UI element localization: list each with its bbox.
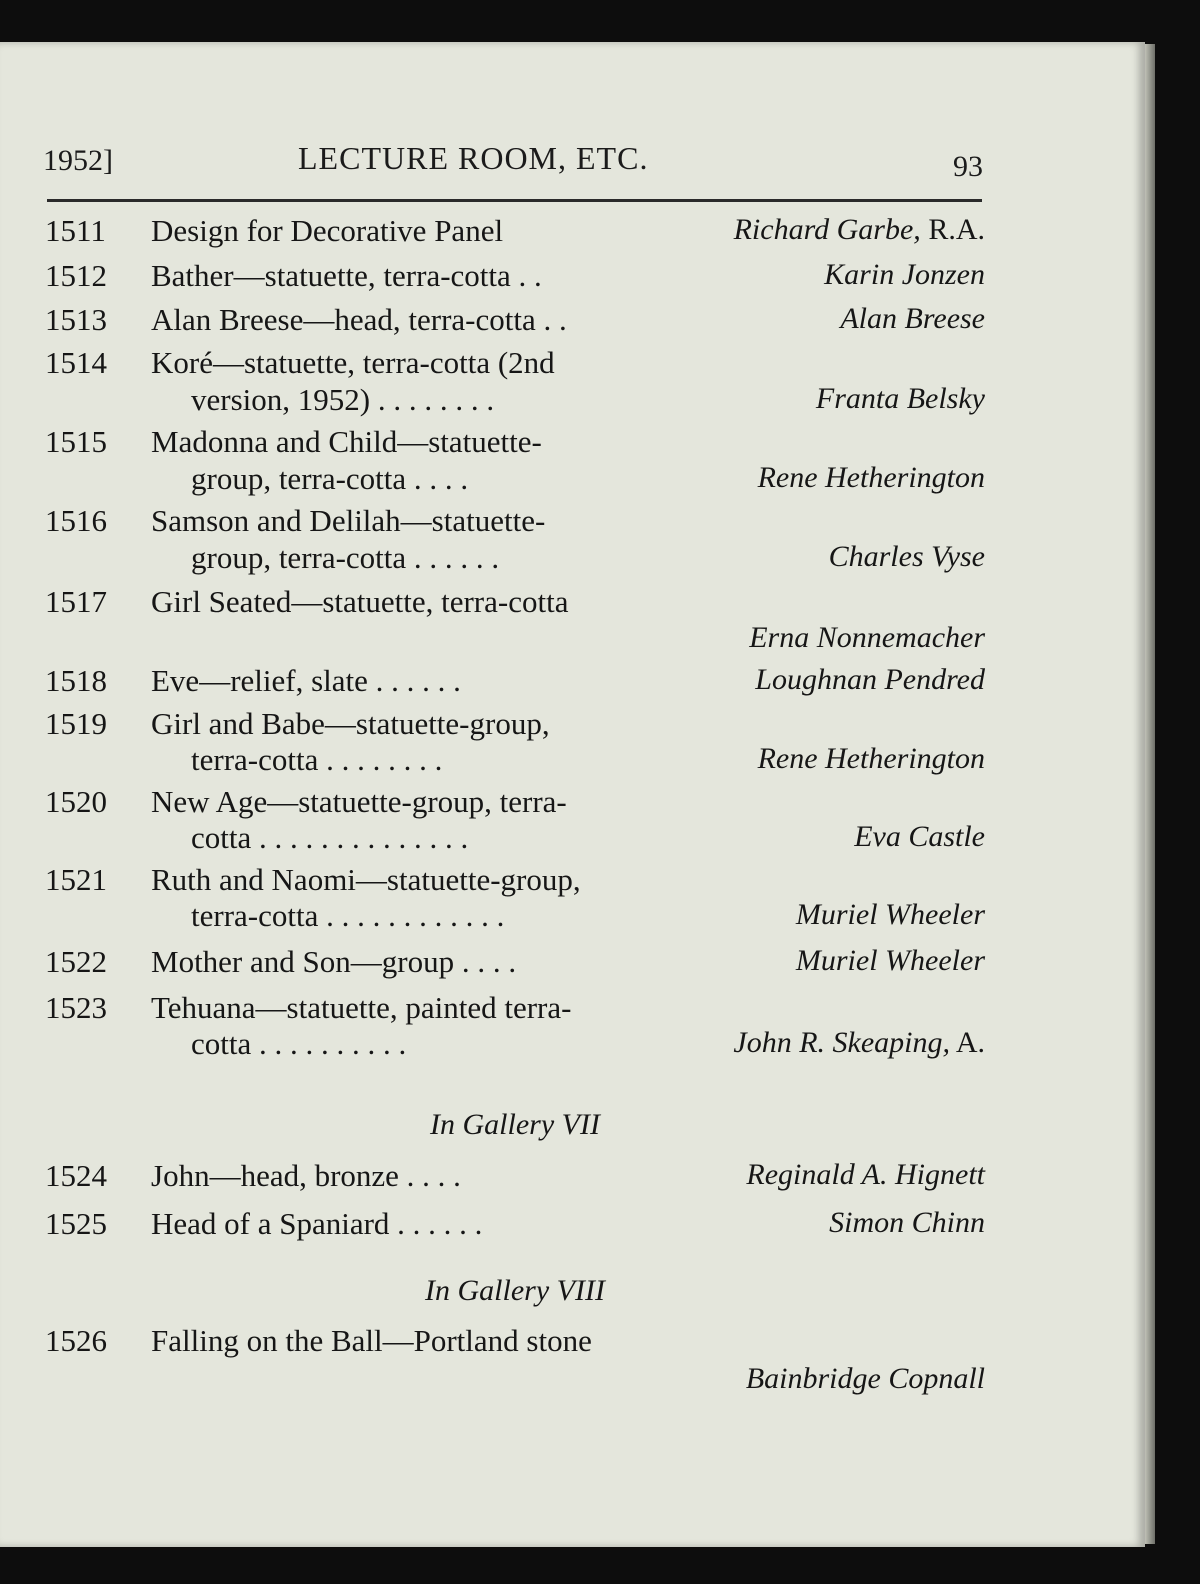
entry-number: 1512 xyxy=(45,258,107,293)
entry-artist: Richard Garbe, R.A. xyxy=(733,213,985,246)
entry-artist: Rene Hetherington xyxy=(757,461,985,494)
entry-title-cont: cotta . . . . . . . . . . xyxy=(191,1026,407,1061)
entry-title: Mother and Son—group . . . . xyxy=(151,944,517,979)
page-edge xyxy=(1145,44,1155,1544)
entry-title-cont: group, terra-cotta . . . . xyxy=(191,461,469,496)
entry-1524 xyxy=(45,1158,985,1196)
header-year: 1952] xyxy=(43,144,113,177)
entry-1514 xyxy=(45,345,985,383)
entry-1519-cont xyxy=(45,742,985,780)
entry-number: 1514 xyxy=(45,345,107,380)
entry-number: 1516 xyxy=(45,503,107,538)
entry-title-cont: version, 1952) . . . . . . . . xyxy=(191,382,495,417)
entry-1516 xyxy=(45,503,985,541)
entry-number: 1511 xyxy=(45,213,106,248)
entry-number: 1521 xyxy=(45,862,107,897)
entry-title: Head of a Spaniard . . . . . . xyxy=(151,1206,483,1241)
entry-1518 xyxy=(45,663,985,701)
entry-artist: Karin Jonzen xyxy=(824,258,985,291)
entry-1514-cont xyxy=(45,382,985,420)
entry-title: Alan Breese—head, terra-cotta . . xyxy=(151,302,567,337)
section-heading-gallery-vii: In Gallery VII xyxy=(430,1108,600,1141)
entry-1517 xyxy=(45,584,985,622)
entry-number: 1519 xyxy=(45,706,107,741)
entry-1526 xyxy=(45,1323,985,1361)
entry-artist: Erna Nonnemacher xyxy=(749,621,985,654)
entry-number: 1518 xyxy=(45,663,107,698)
entry-1523 xyxy=(45,990,985,1028)
entry-artist: Muriel Wheeler xyxy=(795,944,985,977)
entry-number: 1522 xyxy=(45,944,107,979)
entry-1519 xyxy=(45,706,985,744)
entry-artist: John R. Skeaping, A. xyxy=(733,1026,985,1059)
entry-1520 xyxy=(45,784,985,822)
header-title: LECTURE ROOM, ETC. xyxy=(298,140,649,176)
entry-artist: Alan Breese xyxy=(840,302,985,335)
running-header xyxy=(43,118,983,188)
entry-artist: Loughnan Pendred xyxy=(755,663,985,696)
page-number: 93 xyxy=(953,150,983,183)
entry-title: Girl Seated—statuette, terra-cotta xyxy=(151,584,569,619)
entry-1513 xyxy=(45,302,985,340)
entry-number: 1513 xyxy=(45,302,107,337)
entry-title-cont: terra-cotta . . . . . . . . xyxy=(191,742,443,777)
entry-artist: Bainbridge Copnall xyxy=(745,1362,985,1395)
entry-artist: Simon Chinn xyxy=(829,1206,985,1239)
entry-artist: Muriel Wheeler xyxy=(795,898,985,931)
entry-number: 1525 xyxy=(45,1206,107,1241)
entry-title: Samson and Delilah—statuette- xyxy=(151,503,546,538)
entry-title-cont: terra-cotta . . . . . . . . . . . . xyxy=(191,898,505,933)
entry-title-cont: cotta . . . . . . . . . . . . . . xyxy=(191,820,469,855)
entry-1525 xyxy=(45,1206,985,1244)
entry-1516-cont xyxy=(45,540,985,578)
entry-number: 1526 xyxy=(45,1323,107,1358)
entry-title: Koré—statuette, terra-cotta (2nd xyxy=(151,345,555,380)
entry-1521 xyxy=(45,862,985,900)
section-heading-gallery-viii: In Gallery VIII xyxy=(425,1274,605,1307)
entry-1521-cont xyxy=(45,898,985,936)
entry-number: 1517 xyxy=(45,584,107,619)
entry-1520-cont xyxy=(45,820,985,858)
entry-1526-artist-line xyxy=(45,1362,985,1400)
entry-title: Bather—statuette, terra-cotta . . xyxy=(151,258,542,293)
entry-1511 xyxy=(45,213,985,251)
entry-1523-cont xyxy=(45,1026,985,1064)
entry-1515-cont xyxy=(45,461,985,499)
entry-1522 xyxy=(45,944,985,982)
entry-number: 1523 xyxy=(45,990,107,1025)
entry-title: Design for Decorative Panel xyxy=(151,213,504,248)
entry-artist: Rene Hetherington xyxy=(757,742,985,775)
entry-artist: Eva Castle xyxy=(854,820,985,853)
entry-title: Madonna and Child—statuette- xyxy=(151,424,542,459)
header-rule xyxy=(47,199,982,202)
entry-title-cont: group, terra-cotta . . . . . . xyxy=(191,540,500,575)
entry-1515 xyxy=(45,424,985,462)
entry-1512 xyxy=(45,258,985,296)
entry-title: Ruth and Naomi—statuette-group, xyxy=(151,862,581,897)
entry-title: Falling on the Ball—Portland stone xyxy=(151,1323,592,1358)
entry-title: John—head, bronze . . . . xyxy=(151,1158,461,1193)
entry-number: 1524 xyxy=(45,1158,107,1193)
entry-artist: Charles Vyse xyxy=(828,540,985,573)
entry-title: Girl and Babe—statuette-group, xyxy=(151,706,550,741)
entry-title: Tehuana—statuette, painted terra- xyxy=(151,990,572,1025)
entry-title: Eve—relief, slate . . . . . . xyxy=(151,663,461,698)
entry-number: 1520 xyxy=(45,784,107,819)
entry-artist: Franta Belsky xyxy=(815,382,985,415)
entry-title: New Age—statuette-group, terra- xyxy=(151,784,567,819)
entry-number: 1515 xyxy=(45,424,107,459)
entry-artist: Reginald A. Hignett xyxy=(746,1158,985,1191)
entry-1517-artist-line xyxy=(45,621,985,659)
